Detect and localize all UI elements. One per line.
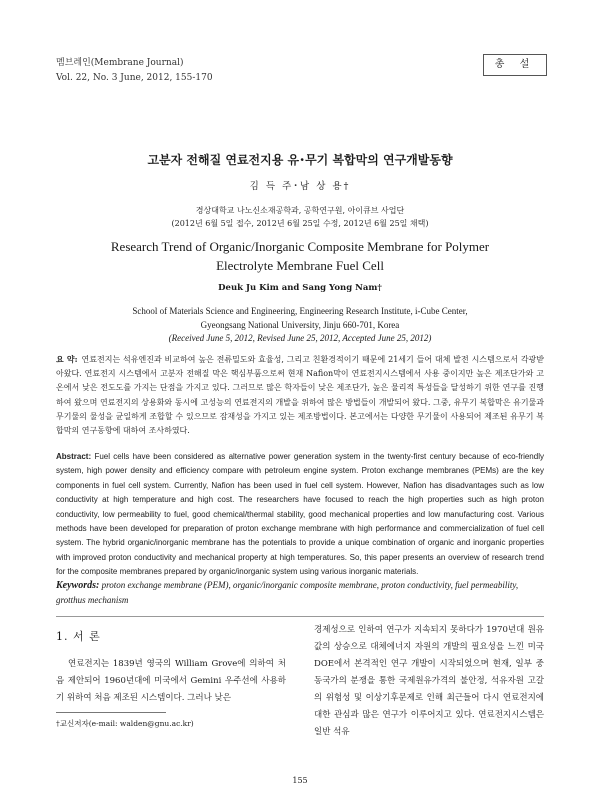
keywords-text: proton exchange membrane (PEM), organic/inorganic composite membrane, proton conductivity, fuel permeability, grotthus mechanism xyxy=(56,580,519,605)
page-number: 155 xyxy=(292,776,308,785)
affiliation-english-line2: Gyeongsang National University, Jinju 660-701, Korea xyxy=(200,319,400,330)
paper-title-english-line2: Electrolyte Membrane Fuel Cell xyxy=(216,258,384,273)
journal-name: 멤브레인(Membrane Journal) xyxy=(56,58,184,68)
authors-english: Deuk Ju Kim and Sang Yong Nam† xyxy=(218,283,382,293)
paper-title-english-line1: Research Trend of Organic/Inorganic Composite Membrane for Polymer xyxy=(110,239,490,254)
section-divider xyxy=(56,616,544,617)
affiliation-korean xyxy=(0,204,600,230)
journal-citation: Vol. 22, No. 3 June, 2012, 155-170 xyxy=(56,73,213,83)
affiliation-english xyxy=(60,305,540,346)
journal-header xyxy=(56,56,213,86)
keywords xyxy=(56,578,544,607)
paper-title-korean: 고분자 전해질 연료전지용 유･무기 복합막의 연구개발동향 xyxy=(147,153,453,167)
abstract-english-label: Abstract: xyxy=(56,452,92,461)
keywords-label: Keywords: xyxy=(56,580,100,591)
abstract-korean-label: 요 약: xyxy=(56,354,78,364)
dates-korean: (2012년 6월 5일 접수, 2012년 6월 25일 수정, 2012년 6월 25일 채택) xyxy=(171,219,429,228)
abstract-english-text: Fuel cells have been considered as alternative power generation system in the twenty-first century because of eco-friendly system, high power density and efficiency compare with petroleum engine system. Proton exchange membranes (PEMs) are the key components in fuel cell system. Currently, Nafion has been used in fuel cell system. However, Nafion has disadvantages such as low conductivity at high temperature and high cost. The researchers have focused to reach the high properties such as high proton conductivity, low permeability to fuel, good chemical/thermal stability, good mechanical properties and low manufacturing cost. Various methods have been developed for preparation of proton exchange membrane with high performance and commercialization of fuel cell system. The hybrid organic/inorganic membrane has the potentials to provide a unique combination of organic and inorganic properties with improved proton conductivity and mechanical property at high temperatures. So, this paper presents an overview of research trend for the composite membranes prepared by organic/inorganic system using various inorganic materials. xyxy=(56,452,544,577)
corresponding-author-footnote: †교신저자(e-mail: walden@gnu.ac.kr) xyxy=(56,719,194,728)
section-heading-introduction: 1. 서 론 xyxy=(56,630,101,643)
affiliation-korean-text: 경상대학교 나노신소재공학과, 공학연구원, 아이큐브 사업단 xyxy=(195,206,405,215)
abstract-korean xyxy=(56,352,544,438)
body-column-right: 경제성으로 인하여 연구가 지속되지 못하다가 1970년대 원유값의 상승으로 대체에너지 자원의 개발의 필요성을 느낀 미국 DOE에서 본격적인 연구 개발이 시작되었으며 현재, 일부 중동국가의 분쟁을 통한 국제원유가격의 불안정, 석유자원 고갈의 위험성 및 이상기후문제로 인해 최근들어 다시 연료전지에 대한 관심과 많은 연구가 이루어지고 있다. 연료전지시스템은 일반 석유 xyxy=(314,625,544,737)
paper-title-english xyxy=(80,237,520,275)
abstract-english xyxy=(56,450,544,580)
affiliation-english-line1: School of Materials Science and Engineering, Engineering Research Institute, i-Cube Center, xyxy=(132,306,468,316)
abstract-korean-text: 연료전지는 석유엔진과 비교하여 높은 전류밀도와 효율성, 그리고 친환경적이기 때문에 21세기 들어 대체 발전 시스템으로서 각광받아왔다. 연료전지 시스템에서 고분자 전해질 막은 핵심부품으로써 현재 Nafion막이 연료전지시스템에서 사용 중이지만 높은 제조단가와 고온에서 낮은 전도도를 가지는 단점을 가지고 있다. 그러므로 많은 학자들이 낮은 제조단가, 높은 물리적 특성들을 달성하기 위한 연구를 진행하여 왔으며 연료전지의 상용화와 동시에 고성능의 연료전지의 개발을 위하여 많은 방법들이 개발되어 왔다. 그중, 유무기 복합막은 유기물과 무기물의 물성을 균일하게 조합할 수 있으므로 잠재성을 가지고 있는 제조방법이다. 본고에서는 다양한 무기물이 사용되어 제조된 유무기 복합막의 연구동향에 대하여 조사하였다. xyxy=(56,355,544,436)
body-column-left: 연료전지는 1839년 영국의 William Grove에 의하여 처음 제안되어 1960년대에 미국에서 Gemini 우주선에 사용하기 위하여 처음 제조된 시스템이다. 그러나 낮은 xyxy=(56,659,286,703)
authors-korean: 김 득 주･남 상 용† xyxy=(249,181,351,192)
footnote-divider xyxy=(56,712,166,713)
section-type-badge: 총 설 xyxy=(483,54,547,76)
dates-english: (Received June 5, 2012, Revised June 25, 2012, Accepted June 25, 2012) xyxy=(168,333,432,343)
